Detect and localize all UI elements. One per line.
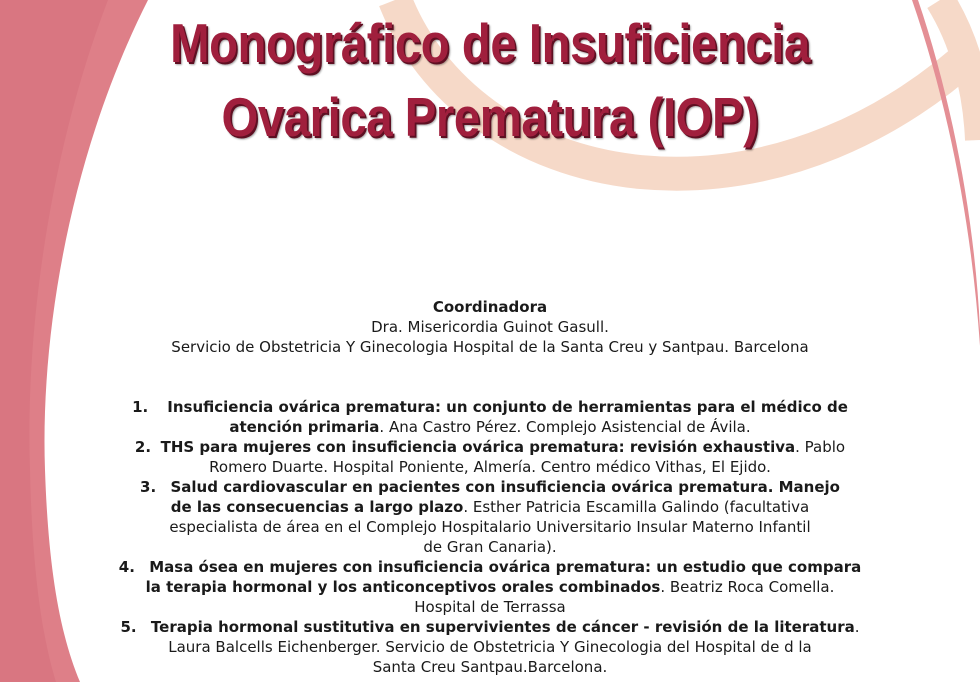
list-item-line: [100, 537, 880, 557]
list-item-line: [100, 657, 880, 677]
list-item-line: [110, 397, 870, 417]
item-title: la terapia hormonal y los anticonceptivos orales combinados: [145, 578, 661, 596]
item-number: 4.: [118, 558, 135, 576]
item-author: Laura Balcells Eichenberger. Servicio de Obstetricia Y Ginecologia del Hospital de d la: [168, 638, 812, 656]
item-author: . Esther Patricia Escamilla Galindo (facultativa: [463, 498, 810, 516]
item-number: 2.: [134, 438, 152, 456]
coordinator-service: Servicio de Obstetricia Y Ginecologia Hospital de la Santa Creu y Santpau. Barcelona: [171, 338, 809, 356]
item-number: 1.: [132, 398, 149, 416]
list-item-line: [110, 417, 870, 437]
list-item: [100, 617, 880, 677]
item-author: especialista de área en el Complejo Hospitalario Universitario Insular Materno Infantil: [169, 518, 811, 536]
item-title: atención primaria: [229, 418, 380, 436]
item-number: 3.: [140, 478, 157, 496]
list-item: [110, 437, 870, 477]
list-item-line: [100, 557, 880, 577]
list-item: [100, 557, 880, 617]
item-author: Hospital de Terrassa: [414, 598, 566, 616]
item-author: Santa Creu Santpau.Barcelona.: [372, 658, 608, 676]
list-item-line: [100, 637, 880, 657]
coordinator-name: Dra. Misericordia Guinot Gasull.: [371, 318, 609, 336]
item-number: 5.: [120, 618, 137, 636]
list-item-line: [110, 437, 870, 457]
page-title-line-2: Ovarica Prematura (IOP): [221, 86, 759, 148]
item-title: Masa ósea en mujeres con insuficiencia ovárica prematura: un estudio que compara: [149, 558, 862, 576]
item-title: THS para mujeres con insuficiencia ovárica prematura: revisión exhaustiva: [160, 438, 796, 456]
item-title: Terapia hormonal sustitutiva en supervivientes de cáncer - revisión de la literatura: [150, 618, 855, 636]
list-item: [110, 397, 870, 437]
item-author: de Gran Canaria).: [423, 538, 557, 556]
list-item-line: [100, 617, 880, 637]
list-item-line: [100, 497, 880, 517]
coordinator-heading: Coordinadora: [432, 298, 548, 316]
page-title-line-1: Monográfico de Insuficiencia: [170, 12, 810, 74]
list-item-line: [100, 597, 880, 617]
list-item-line: [100, 577, 880, 597]
item-title-end: .: [854, 618, 860, 636]
item-author: . Beatriz Roca Comella.: [660, 578, 835, 596]
list-item-line: [100, 477, 880, 497]
item-author: Romero Duarte. Hospital Poniente, Almería. Centro médico Vithas, El Ejido.: [209, 458, 771, 476]
item-title: Insuficiencia ovárica prematura: un conjunto de herramientas para el médico de: [167, 398, 848, 416]
item-author: . Ana Castro Pérez. Complejo Asistencial de Ávila.: [379, 418, 751, 436]
item-title: de las consecuencias a largo plazo: [170, 498, 464, 516]
list-item: [100, 477, 880, 557]
item-title: Salud cardiovascular en pacientes con insuficiencia ovárica prematura. Manejo: [170, 478, 840, 496]
list-item-line: [100, 517, 880, 537]
list-item-line: [110, 457, 870, 477]
item-author: . Pablo: [795, 438, 846, 456]
